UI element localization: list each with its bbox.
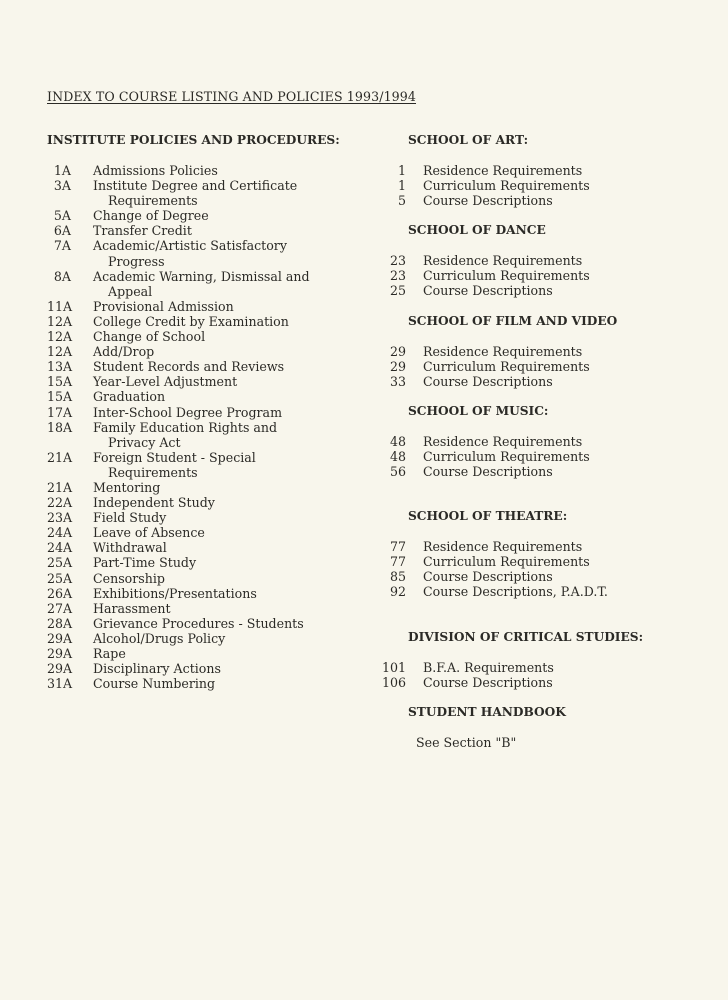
entry-title (93, 631, 367, 646)
entry-line: Add/Drop (93, 344, 155, 360)
page-number: 8A (53, 268, 71, 284)
index-entry (47, 299, 367, 314)
section-heading: SCHOOL OF MUSIC: (408, 403, 549, 418)
page-number: 92 (389, 584, 406, 600)
index-entry (47, 661, 367, 676)
entry-title (93, 329, 367, 344)
entry-title (93, 525, 367, 540)
page-number: 5A (53, 208, 71, 224)
section-heading: STUDENT HANDBOOK (408, 704, 566, 719)
entry-title (93, 208, 367, 223)
entry-title (93, 178, 367, 208)
entry-line: Graduation (93, 389, 166, 405)
entry-title: Course Descriptions (423, 283, 553, 299)
page-number: 1 (397, 178, 406, 194)
index-entry (382, 163, 682, 178)
entry-line: Transfer Credit (93, 223, 192, 239)
section-heading: SCHOOL OF FILM AND VIDEO (408, 313, 618, 328)
entry-title (93, 389, 367, 404)
page-number: 21A (47, 479, 73, 495)
index-entry (47, 631, 367, 646)
page-number: 29 (389, 343, 406, 359)
index-entry (382, 434, 682, 449)
index-entry (47, 314, 367, 329)
page-number: 11A (47, 298, 73, 314)
page-number: 1 (397, 163, 406, 178)
entry-line: Withdrawal (93, 540, 167, 556)
entry-title (93, 571, 367, 586)
page-number: 18A (47, 419, 73, 435)
index-entry (47, 344, 367, 359)
entry-title: Course Descriptions (423, 464, 553, 480)
page-number: 33 (389, 373, 406, 389)
entry-continuation: Progress (108, 253, 165, 269)
entry-line: Alcohol/Drugs Policy (93, 630, 226, 646)
entry-line: Change of School (93, 329, 206, 345)
school-section (382, 223, 682, 298)
entry-line: Academic Warning, Dismissal and (93, 268, 310, 284)
page-number: 1A (53, 163, 71, 178)
page-number: 23 (389, 253, 406, 269)
page-number: 29A (47, 661, 73, 677)
school-section (382, 509, 682, 599)
entry-title (93, 601, 367, 616)
entry-title: Residence Requirements (423, 163, 583, 178)
index-entry (382, 449, 682, 464)
entry-line: Independent Study (93, 495, 215, 511)
entry-continuation: Requirements (108, 464, 198, 480)
entry-title (93, 510, 367, 525)
entry-title (93, 480, 367, 495)
page-number: 77 (389, 554, 406, 570)
page-number: 29A (47, 646, 73, 661)
page-number: 3A (53, 178, 71, 194)
page-number: 29A (47, 630, 73, 646)
index-entry (47, 540, 367, 555)
index-entry (382, 374, 682, 389)
entry-title (93, 359, 367, 374)
school-section (382, 705, 682, 750)
index-entry (47, 208, 367, 223)
entry-line: Disciplinary Actions (93, 661, 221, 677)
entry-line: Student Records and Reviews (93, 359, 285, 375)
page-number: 48 (389, 448, 406, 464)
entry-title: Curriculum Requirements (423, 554, 590, 570)
index-entry (47, 510, 367, 525)
entry-continuation: Requirements (108, 193, 198, 209)
index-entry (47, 223, 367, 238)
index-entry (47, 601, 367, 616)
entry-line: Mentoring (93, 479, 161, 495)
index-entry (382, 569, 682, 584)
page-number: 101 (382, 659, 407, 675)
index-entry (47, 420, 367, 450)
page-number: 85 (389, 569, 406, 585)
page-title: INDEX TO COURSE LISTING AND POLICIES 1993/1994 (47, 89, 417, 104)
entry-line: Change of Degree (93, 208, 209, 224)
school-section (382, 404, 682, 479)
index-entry (382, 253, 682, 268)
index-entry (47, 329, 367, 344)
index-entry (47, 646, 367, 661)
entry-line: Rape (93, 646, 126, 661)
page-number: 29 (389, 358, 406, 374)
index-entry (47, 178, 367, 208)
entry-title (93, 314, 367, 329)
entry-title (93, 299, 367, 314)
entry-title (93, 616, 367, 631)
page-number: 24A (47, 540, 73, 556)
entry-title (93, 163, 367, 178)
entry-line: Censorship (93, 570, 165, 586)
entry-line: Exhibitions/Presentations (93, 585, 257, 601)
page-number: 6A (53, 223, 71, 239)
page-number: 48 (389, 433, 406, 449)
entry-title (93, 676, 367, 691)
index-entry (47, 359, 367, 374)
entry-title (93, 223, 367, 238)
page-number: 23 (389, 268, 406, 284)
institute-policies-column (47, 133, 367, 691)
entry-title (93, 405, 367, 420)
entry-title: Residence Requirements (423, 343, 583, 359)
entry-title: Residence Requirements (423, 433, 583, 449)
school-section (382, 314, 682, 389)
index-entry (47, 389, 367, 404)
entry-title (93, 344, 367, 359)
index-entry (382, 268, 682, 283)
index-entry (47, 586, 367, 601)
policies-list (47, 163, 367, 691)
index-entry (47, 480, 367, 495)
entry-line: Field Study (93, 510, 167, 526)
index-entry (382, 584, 682, 599)
entry-line: Academic/Artistic Satisfactory (93, 238, 287, 254)
entry-title (93, 450, 367, 480)
page-number: 31A (47, 676, 73, 692)
entry-title: Curriculum Requirements (423, 178, 590, 194)
index-entry (382, 283, 682, 298)
entry-title (93, 238, 367, 268)
page-number: 22A (47, 495, 73, 511)
page-number: 15A (47, 389, 73, 405)
entry-line: Family Education Rights and (93, 419, 278, 435)
index-entry (47, 571, 367, 586)
page-number: 25 (389, 283, 406, 299)
index-entry (382, 344, 682, 359)
index-entry (382, 359, 682, 374)
page-number: 7A (53, 238, 71, 254)
entry-title: Curriculum Requirements (423, 448, 590, 464)
section-heading: SCHOOL OF THEATRE: (408, 509, 568, 524)
entry-title (93, 555, 367, 570)
page-number: 15A (47, 374, 73, 390)
page-number: 106 (382, 674, 407, 690)
index-entry (47, 374, 367, 389)
entry-title (93, 374, 367, 389)
index-entry (382, 660, 682, 675)
entry-continuation: Privacy Act (108, 434, 181, 450)
entry-line: Course Numbering (93, 676, 216, 692)
entry-title: Course Descriptions, P.A.D.T. (423, 584, 608, 600)
index-entry (382, 539, 682, 554)
page-number: 23A (47, 510, 73, 526)
entry-title (93, 269, 367, 299)
entry-title: B.F.A. Requirements (423, 659, 554, 675)
section-heading: DIVISION OF CRITICAL STUDIES: (408, 629, 644, 644)
index-entry (47, 555, 367, 570)
page-number: 25A (47, 570, 73, 586)
page-number: 12A (47, 313, 73, 329)
index-entry (47, 238, 367, 268)
entry-title: Residence Requirements (423, 253, 583, 269)
page-number: 12A (47, 344, 73, 360)
entry-title (93, 540, 367, 555)
entry-title: Course Descriptions (423, 674, 553, 690)
page-number: 21A (47, 449, 73, 465)
entry-line: Institute Degree and Certificate (93, 178, 298, 194)
entry-line: College Credit by Examination (93, 313, 289, 329)
page-number: 77 (389, 539, 406, 555)
handbook-reference: See Section "B" (416, 734, 517, 750)
page-number: 12A (47, 329, 73, 345)
index-entry (47, 269, 367, 299)
entry-line: Foreign Student - Special (93, 449, 256, 465)
entry-continuation: Appeal (108, 283, 153, 299)
index-entry (47, 616, 367, 631)
page-number: 17A (47, 404, 73, 420)
index-entry (382, 178, 682, 193)
page-number: 25A (47, 555, 73, 571)
school-section (382, 630, 682, 690)
entry-line: Leave of Absence (93, 525, 205, 541)
entry-line: Harassment (93, 600, 171, 616)
school-section (382, 133, 682, 208)
page-number: 13A (47, 359, 73, 375)
index-entry (382, 464, 682, 479)
entry-line: Inter-School Degree Program (93, 404, 283, 420)
entry-line: Admissions Policies (93, 163, 218, 178)
index-entry (47, 405, 367, 420)
index-entry (47, 495, 367, 510)
entry-title: Course Descriptions (423, 569, 553, 585)
index-entry (382, 554, 682, 569)
page-number: 56 (389, 464, 406, 480)
page-number: 27A (47, 600, 73, 616)
page-number: 26A (47, 585, 73, 601)
index-entry (47, 450, 367, 480)
index-entry (47, 163, 367, 178)
entry-line: Provisional Admission (93, 298, 234, 314)
index-entry (382, 193, 682, 208)
page-number: 24A (47, 525, 73, 541)
entry-title: Curriculum Requirements (423, 268, 590, 284)
entry-title: Curriculum Requirements (423, 358, 590, 374)
entry-title (93, 495, 367, 510)
entry-title: Course Descriptions (423, 193, 553, 209)
entry-line: Grievance Procedures - Students (93, 615, 304, 631)
page-number: 5 (397, 193, 406, 209)
entry-title (93, 420, 367, 450)
entry-title (93, 661, 367, 676)
index-entry (47, 676, 367, 691)
section-heading: SCHOOL OF DANCE (408, 223, 546, 238)
entry-line: Part-Time Study (93, 555, 197, 571)
entry-title (93, 646, 367, 661)
index-entry (47, 525, 367, 540)
entry-line: Year-Level Adjustment (93, 374, 238, 390)
entry-title: Course Descriptions (423, 373, 553, 389)
section-heading: INSTITUTE POLICIES AND PROCEDURES: (47, 133, 340, 147)
entry-title (93, 586, 367, 601)
section-heading: SCHOOL OF ART: (408, 133, 529, 147)
index-entry (382, 675, 682, 690)
page-number: 28A (47, 615, 73, 631)
schools-column (382, 133, 682, 765)
entry-title: Residence Requirements (423, 539, 583, 555)
